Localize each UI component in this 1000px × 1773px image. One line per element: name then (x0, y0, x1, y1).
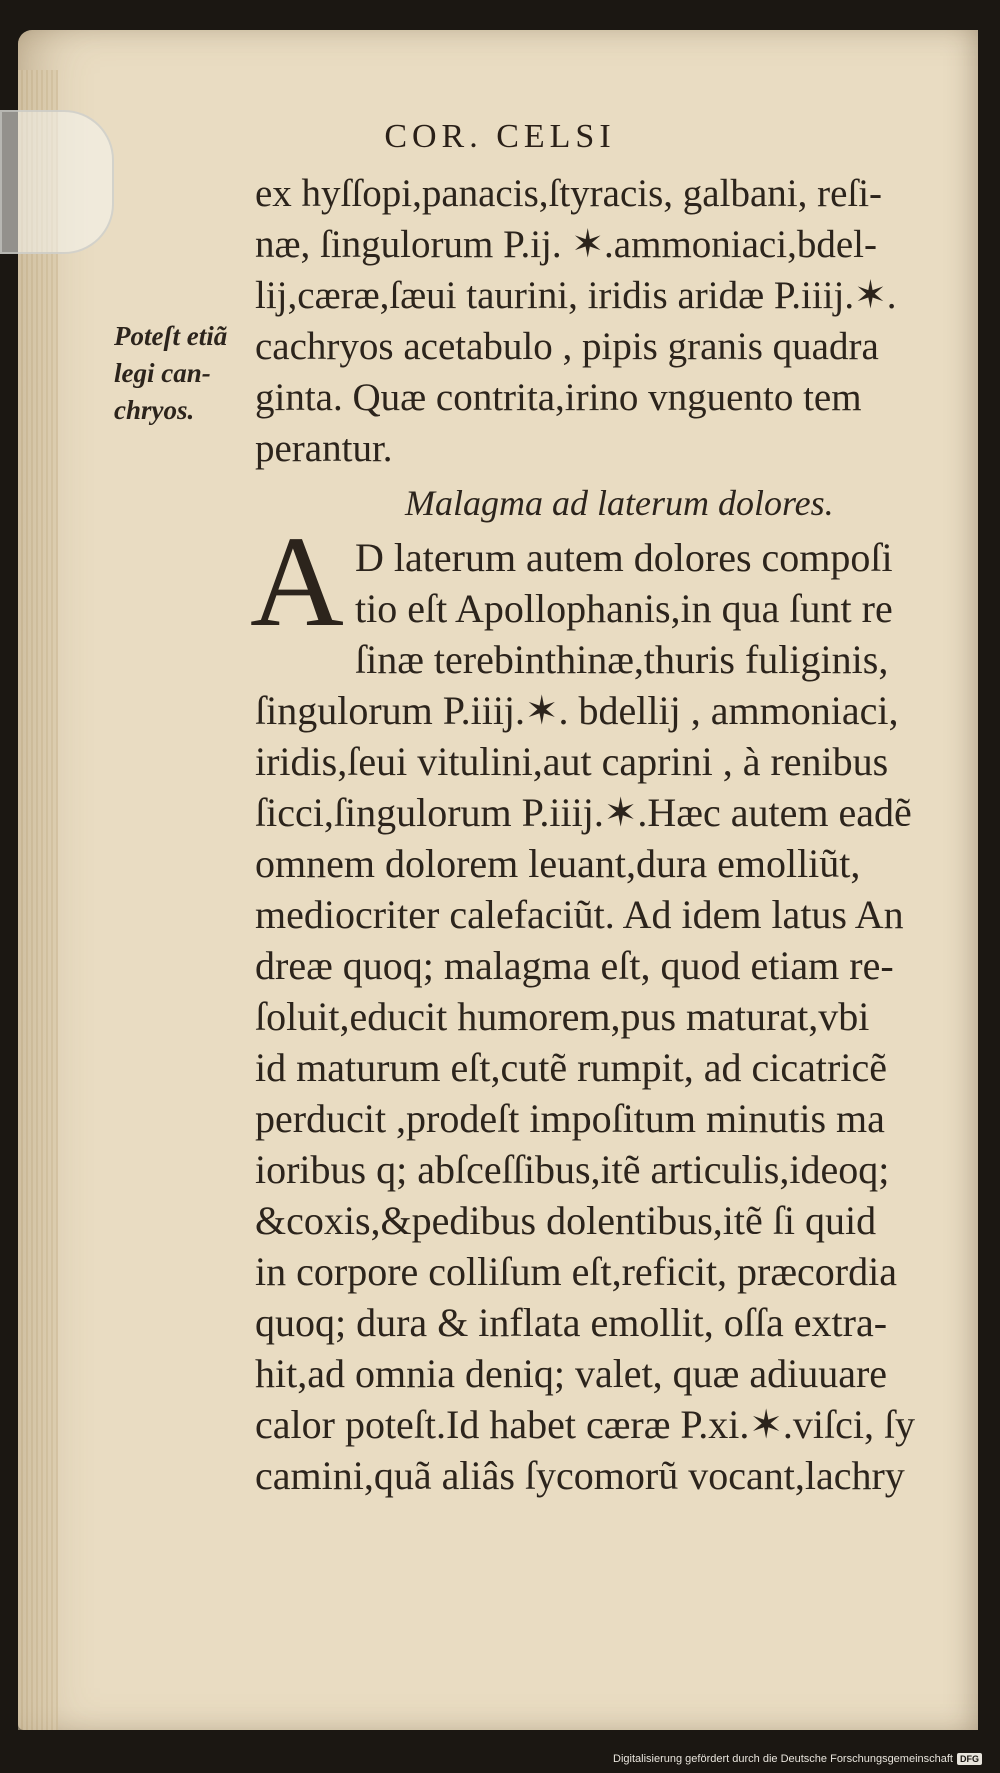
text-line: camini,quã aliâs ſycomorũ vocant,lachry (255, 1453, 905, 1498)
margin-note-line: chryos. (114, 395, 195, 425)
text-line: dreæ quoq; malagma eſt, quod etiam re- (255, 943, 894, 988)
text-line: id maturum eſt,cutẽ rumpit, ad cicatricẽ (255, 1045, 887, 1090)
section-heading: Malagma ad laterum dolores. (405, 483, 834, 523)
text-line: perantur. (255, 427, 393, 470)
text-line: perducit ,prodeſt impoſitum minutis ma (255, 1096, 885, 1141)
drop-cap: A (250, 510, 344, 654)
text-line: lij,cæræ,ſæui taurini, iridis aridæ P.iiij.✶. (255, 274, 897, 317)
text-line: calor poteſt.Id habet cæræ P.xi.✶.viſci, ſy (255, 1402, 916, 1447)
footer-credit-text: Digitalisierung gefördert durch die Deutsche Forschungsgemeinschaft (613, 1753, 953, 1765)
margin-note (114, 318, 239, 429)
text-line: ginta. Quæ contrita,irino vnguento tem (255, 376, 862, 419)
dfg-logo: DFG (957, 1753, 982, 1765)
text-line: ioribus q; abſceſſibus,itẽ articulis,ideoq; (255, 1147, 890, 1192)
text-line: D laterum autem dolores compoſi (355, 535, 893, 580)
text-line: ex hyſſopi,panacis,ſtyracis, galbani, reſi- (255, 172, 883, 215)
text-line: &coxis,&pedibus dolentibus,itẽ ſi quid (255, 1198, 877, 1243)
text-line: tio eſt Apollophanis,in qua ſunt re (355, 586, 893, 631)
margin-note-line: legi can- (114, 358, 211, 388)
text-line: ſinæ terebinthinæ,thuris fuliginis, (355, 637, 889, 682)
text-line: ſicci,ſingulorum P.iiij.✶.Hæc autem eadẽ (255, 790, 912, 835)
page-edge (18, 70, 58, 1730)
margin-note-line: Poteſt etiã (114, 321, 228, 351)
text-line: iridis,ſeui vitulini,aut caprini , à renibus (255, 739, 889, 784)
running-title: COR. CELSI (384, 118, 616, 155)
footer-credit (613, 1753, 982, 1765)
text-line: næ, ſingulorum P.ij. ✶.ammoniaci,bdel- (255, 223, 877, 266)
text-line: omnem dolorem leuant,dura emolliũt, (255, 841, 861, 886)
text-line: quoq; dura & inflata emollit, oſſa extra- (255, 1300, 888, 1345)
text-line: ſingulorum P.iiij.✶. bdellij , ammoniaci, (255, 688, 899, 733)
dropcap-block (250, 510, 955, 685)
text-line: cachryos acetabulo , pipis granis quadra (255, 325, 879, 368)
main-text (250, 168, 955, 1501)
text-line: hit,ad omnia deniq; valet, quæ adiuuare (255, 1351, 888, 1396)
text-line: mediocriter calefaciũt. Ad idem latus An (255, 892, 904, 937)
text-line: in corpore colliſum eſt,reficit, præcordia (255, 1249, 897, 1294)
text-line: ſoluit,educit humorem,pus maturat,vbi (255, 994, 870, 1039)
